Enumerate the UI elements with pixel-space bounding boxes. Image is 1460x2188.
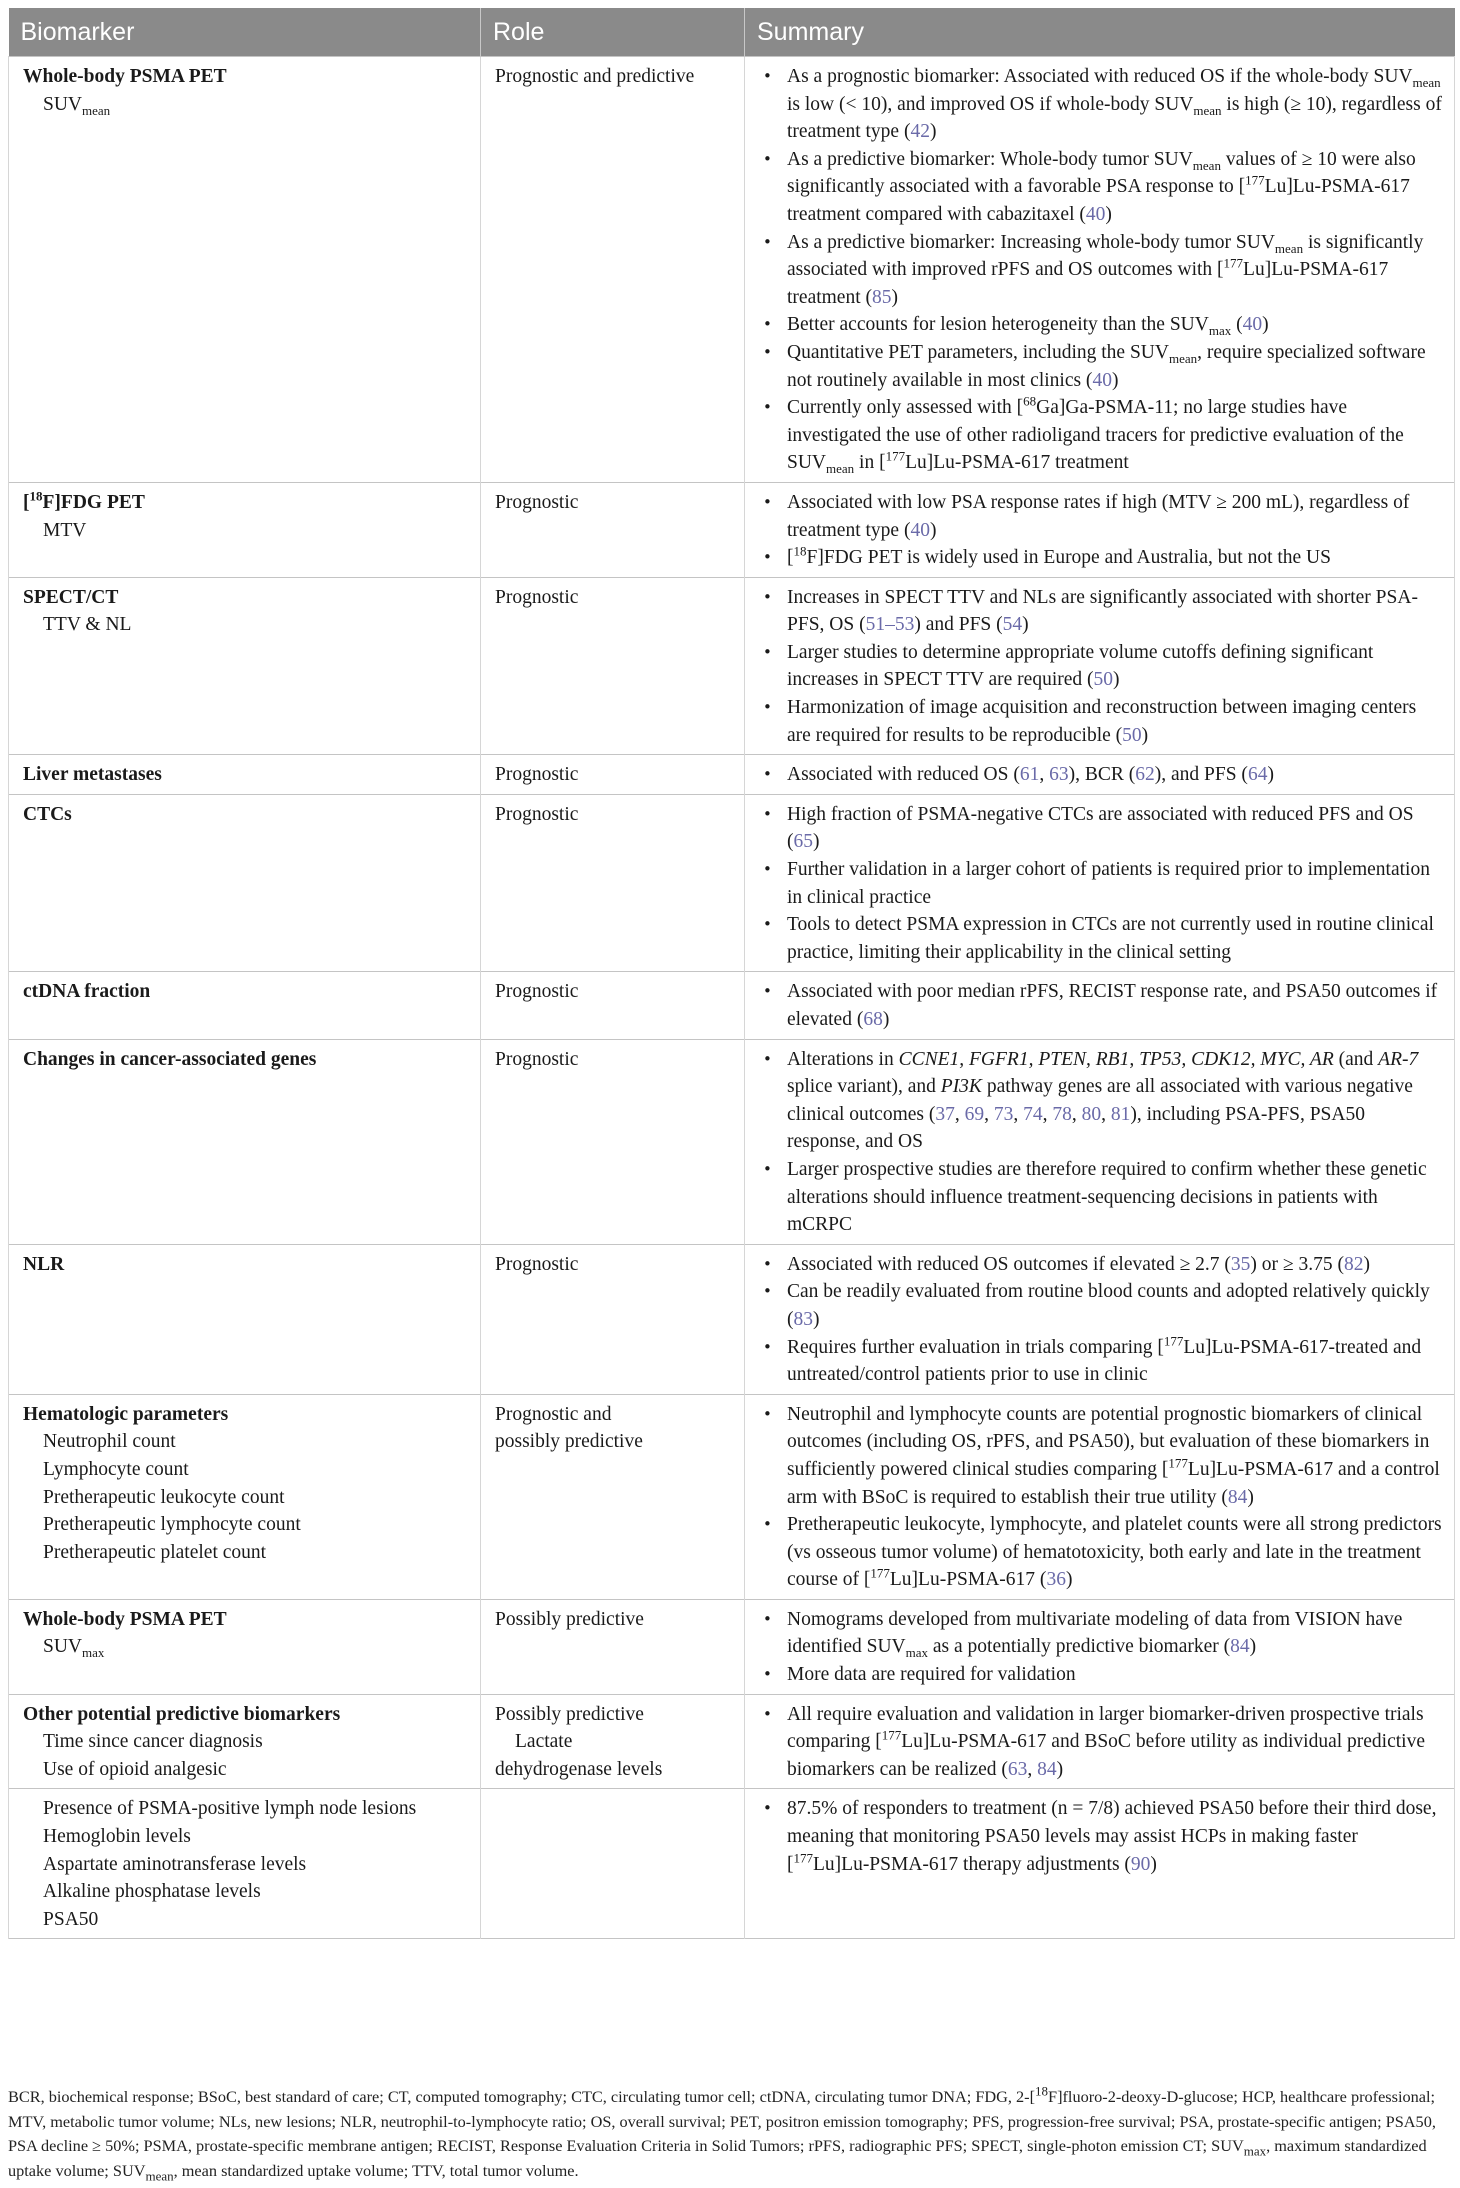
role-cell [481,1694,745,1789]
biomarker-subitem: Pretherapeutic leukocyte count [43,1486,285,1508]
biomarker-cell [9,755,481,795]
summary-list [759,1401,1442,1594]
biomarker-name: Whole-body PSMA PET [23,1608,227,1630]
summary-bullet: • Can be readily evaluated from routine blood counts and adopted relatively quickly (83) [787,1278,1442,1333]
biomarker-name: Liver metastases [23,764,162,786]
biomarker-name: Other potential predictive biomarkers [23,1703,341,1725]
summary-bullet: • Associated with poor median rPFS, RECIST response rate, and PSA50 outcomes if elevated (68) [787,978,1442,1033]
role-cell [481,794,745,972]
summary-list [759,1701,1442,1784]
summary-bullet: • 87.5% of responders to treatment (n = 7/8) achieved PSA50 before their third dose, meaning that monitoring PSA50 levels may assist HCPs in making faster [$^{177}$Lu]Lu-PSMA-617 therapy adjustments (90) [787,1795,1442,1878]
table-row [9,57,1455,483]
biomarker-subitem: Time since cancer diagnosis [43,1731,263,1753]
summary-bullet: • Further validation in a larger cohort of patients is required prior to implementation in clinical practice [787,856,1442,911]
summary-bullet: • Tools to detect PSMA expression in CTCs are not currently used in routine clinical practice, limiting their applicability in the clinical setting [787,911,1442,966]
biomarker-cell [9,1789,481,1939]
summary-bullet: • Associated with reduced OS outcomes if elevated ≥ 2.7 (35) or ≥ 3.75 (82) [787,1251,1442,1279]
summary-cell [745,482,1455,577]
role-cell [481,755,745,795]
summary-bullet: • Harmonization of image acquisition and reconstruction between imaging centers are required for results to be reproducible (50) [787,694,1442,749]
biomarker-table [8,8,1455,1939]
summary-bullet: • Increases in SPECT TTV and NLs are significantly associated with shorter PSA-PFS, OS (51–53) and PFS (54) [787,584,1442,639]
table-row [9,794,1455,972]
biomarker-cell [9,1244,481,1394]
role-cell [481,482,745,577]
role-text: Possibly predictive [495,1703,644,1725]
summary-bullet: • Currently only assessed with [$^{68}$Ga]Ga-PSMA-11; no large studies have investigated the use of other radioligand tracers for predictive evaluation of the $SUV_{mean}$ in [$^{177}$Lu]Lu-PSMA-617 treatment [787,394,1442,477]
summary-cell [745,794,1455,972]
biomarker-cell [9,57,481,483]
summary-cell [745,577,1455,755]
biomarker-subitem: Aspartate aminotransferase levels [43,1853,307,1875]
table-row [9,577,1455,755]
summary-list [759,63,1442,477]
biomarker-cell [9,1394,481,1599]
role-text: Prognostic [495,1048,579,1070]
summary-bullet: • Quantitative PET parameters, including the $SUV_{mean}$, require specialized software not routinely available in most clinics (40) [787,339,1442,394]
table-row [9,1789,1455,1939]
header-biomarker: Biomarker [9,8,481,57]
summary-bullet: • High fraction of PSMA-negative CTCs are associated with reduced PFS and OS (65) [787,801,1442,856]
summary-cell [745,755,1455,795]
summary-cell [745,1039,1455,1244]
biomarker-name: NLR [23,1253,65,1275]
summary-bullet: • Larger studies to determine appropriate volume cutoffs defining significant increases in SPECT TTV are required (50) [787,639,1442,694]
biomarker-cell [9,482,481,577]
role-cell [481,1394,745,1599]
summary-bullet: • Larger prospective studies are therefore required to confirm whether these genetic alterations should influence treatment-sequencing decisions in patients with mCRPC [787,1156,1442,1239]
summary-bullet: • More data are required for validation [787,1661,1442,1689]
table-body [9,57,1455,1939]
table-row [9,1599,1455,1694]
role-text: Prognostic and [495,1403,612,1425]
biomarker-name: [$^{18}$F]FDG PET [23,488,145,513]
role-cell [481,577,745,755]
biomarker-name: Hematologic parameters [23,1403,229,1425]
biomarker-subitem: Presence of PSMA-positive lymph node lesions [43,1798,417,1820]
biomarker-name: Whole-body PSMA PET [23,66,227,87]
summary-cell [745,1394,1455,1599]
summary-list [759,489,1442,572]
role-text: possibly predictive [495,1431,643,1453]
summary-cell [745,1244,1455,1394]
summary-list [759,801,1442,967]
summary-bullet: • Alterations in CCNE1, FGFR1, PTEN, RB1, TP53, CDK12, MYC, AR (and AR-7 splice variant), and PI3K pathway genes are all associated with various negative clinical outcomes (37, 69, 73, 74, 78, 80, 81), including PSA-PFS, PSA50 response, and OS [787,1046,1442,1156]
summary-bullet: • Associated with reduced OS (61, 63), BCR (62), and PFS (64) [787,761,1442,789]
summary-bullet: • As a predictive biomarker: Whole-body tumor $SUV_{mean}$ values of ≥ 10 were also significantly associated with a favorable PSA response to [$^{177}$Lu]Lu-PSMA-617 treatment compared with cabazitaxel (40) [787,146,1442,229]
biomarker-subitem: $SUV_{max}$ [43,1636,105,1661]
biomarker-cell [9,972,481,1039]
biomarker-cell [9,1694,481,1789]
role-cell [481,57,745,483]
summary-list [759,761,1442,789]
biomarker-table-container [8,8,1454,1939]
summary-cell [745,1694,1455,1789]
summary-bullet: • Neutrophil and lymphocyte counts are potential prognostic biomarkers of clinical outcomes (including OS, rPFS, and PSA50), but evaluation of these biomarkers in sufficiently powered clinical studies comparing [$^{177}$Lu]Lu-PSMA-617 and a control arm with BSoC is required to establish their true utility (84) [787,1401,1442,1511]
role-text: Possibly predictive [495,1608,644,1630]
table-header [9,8,1455,57]
biomarker-subitem: Hemoglobin levels [43,1826,191,1848]
role-text: Prognostic [495,764,579,786]
summary-bullet: • Nomograms developed from multivariate modeling of data from VISION have identified $SUV_{max}$ as a potentially predictive biomarker (84) [787,1606,1442,1661]
summary-bullet: • Requires further evaluation in trials comparing [$^{177}$Lu]Lu-PSMA-617-treated and untreated/control patients prior to use in clinic [787,1334,1442,1389]
biomarker-cell [9,794,481,972]
role-cell [481,1244,745,1394]
table-row [9,1694,1455,1789]
biomarker-cell [9,1039,481,1244]
biomarker-name: CTCs [23,803,72,825]
header-summary: Summary [745,8,1455,57]
summary-list [759,584,1442,750]
summary-bullet: • Better accounts for lesion heterogeneity than the $SUV_{max}$ (40) [787,311,1442,339]
summary-bullet: • Pretherapeutic leukocyte, lymphocyte, and platelet counts were all strong predictors (vs osseous tumor volume) of hematotoxicity, both early and late in the treatment course of [$^{177}$Lu]Lu-PSMA-617 (36) [787,1511,1442,1594]
biomarker-subitem: Lymphocyte count [43,1458,189,1480]
summary-cell [745,57,1455,483]
table-row [9,972,1455,1039]
biomarker-subitem: $SUV_{mean}$ [43,93,111,118]
summary-bullet: • As a prognostic biomarker: Associated with reduced OS if the whole-body $SUV_{mean}$ is low (< 10), and improved OS if whole-body $SUV_{mean}$ is high (≥ 10), regardless of treatment type (42) [787,63,1442,146]
summary-cell [745,1599,1455,1694]
summary-bullet: • [$^{18}$F]FDG PET is widely used in Europe and Australia, but not the US [787,544,1442,572]
biomarker-cell [9,1599,481,1694]
summary-list [759,1046,1442,1239]
table-footnote: BCR, biochemical response; BSoC, best standard of care; CT, computed tomography; CTC, circulating tumor cell; ctDNA, circulating tumor DNA; FDG, 2-[$^{18}$F]fluoro-2-deoxy-D-glucose; HCP, healthcare professional; MTV, metabolic tumor volume; NLs, new lesions; NLR, neutrophil-to-lymphocyte ratio; OS, overall survival; PET, positron emission tomography; PFS, progression-free survival; PSA, prostate-specific antigen; PSA50, PSA decline ≥ 50%; PSMA, prostate-specific membrane antigen; RECIST, Response Evaluation Criteria in Solid Tumors; rPFS, radiographic PFS; SPECT, single-photon emission CT; $SUV_{max}$, maximum standardized uptake volume; $SUV_{mean}$, mean standardized uptake volume; TTV, total tumor volume. [8,2083,1436,2184]
summary-list [759,1251,1442,1389]
table-row [9,1394,1455,1599]
role-text: Prognostic [495,803,579,825]
biomarker-subitem: Use of opioid analgesic [43,1758,227,1780]
header-role: Role [481,8,745,57]
role-text: Lactate [515,1731,573,1753]
biomarker-subitem: Alkaline phosphatase levels [43,1881,261,1903]
role-text: Prognostic [495,1253,579,1275]
role-text: dehydrogenase levels [495,1758,663,1780]
biomarker-name: ctDNA fraction [23,981,151,1003]
role-cell [481,1039,745,1244]
summary-list [759,1795,1442,1878]
biomarker-name: Changes in cancer-associated genes [23,1048,317,1070]
role-cell [481,1789,745,1939]
biomarker-subitem: Neutrophil count [43,1431,176,1453]
summary-cell [745,972,1455,1039]
biomarker-subitem: TTV & NL [43,614,132,636]
summary-bullet: • All require evaluation and validation in larger biomarker-driven prospective trials comparing [$^{177}$Lu]Lu-PSMA-617 and BSoC before utility as individual predictive biomarkers can be realized (63, 84) [787,1701,1442,1784]
summary-list [759,1606,1442,1689]
summary-bullet: • As a predictive biomarker: Increasing whole-body tumor $SUV_{mean}$ is significantly associated with improved rPFS and OS outcomes with [$^{177}$Lu]Lu-PSMA-617 treatment (85) [787,229,1442,312]
table-row [9,482,1455,577]
header-row [9,8,1455,57]
biomarker-subitem: MTV [43,519,87,541]
table-row [9,1039,1455,1244]
role-text: Prognostic [495,491,579,513]
role-text: Prognostic and predictive [495,66,695,87]
summary-cell [745,1789,1455,1939]
role-cell [481,972,745,1039]
summary-bullet: • Associated with low PSA response rates if high (MTV ≥ 200 mL), regardless of treatment type (40) [787,489,1442,544]
role-cell [481,1599,745,1694]
biomarker-cell [9,577,481,755]
table-row [9,755,1455,795]
role-text: Prognostic [495,981,579,1003]
role-text: Prognostic [495,586,579,608]
biomarker-name: SPECT/CT [23,586,119,608]
table-row [9,1244,1455,1394]
biomarker-subitem: Pretherapeutic lymphocyte count [43,1514,301,1536]
summary-list [759,978,1442,1033]
biomarker-subitem: Pretherapeutic platelet count [43,1541,267,1563]
biomarker-subitem: PSA50 [43,1908,99,1930]
